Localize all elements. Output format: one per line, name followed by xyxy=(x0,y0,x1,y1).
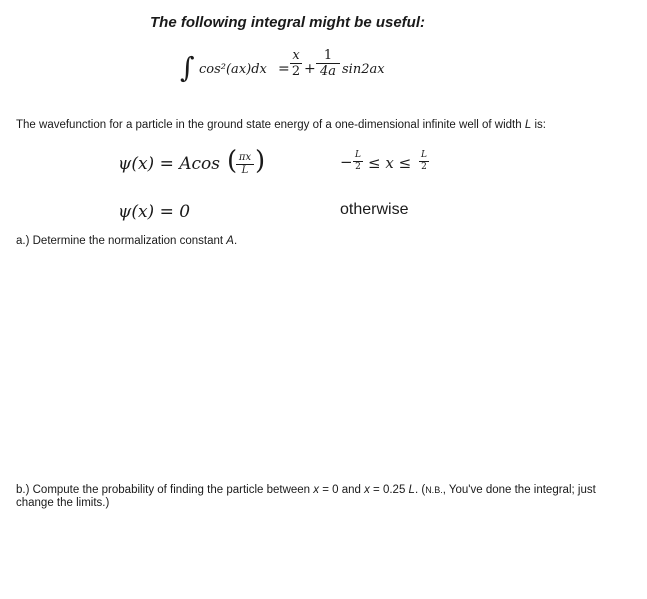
intro-text: The wavefunction for a particle in the ground state energy of a one-dimensional infinite well of width xyxy=(16,119,525,131)
numerator: x xyxy=(292,48,300,63)
question-a xyxy=(16,235,237,247)
question-b-text-5: , You've done the integral; just change the limits.) xyxy=(16,484,596,509)
constant-variable: A xyxy=(226,235,234,247)
equals-sign: = xyxy=(278,61,290,77)
integral-sign: ∫ xyxy=(180,51,195,84)
paren-open: ( xyxy=(227,146,238,176)
denominator: 2 xyxy=(355,162,361,172)
otherwise-label: otherwise xyxy=(340,201,409,218)
x-variable: x xyxy=(364,484,370,496)
numerator: πx xyxy=(238,152,252,163)
nb-label: N.B. xyxy=(425,485,443,495)
intro-suffix: is: xyxy=(531,119,546,131)
denominator: 2 xyxy=(421,162,427,172)
question-b-text-4: . ( xyxy=(414,484,426,496)
sine-term: sin2ax xyxy=(342,62,385,77)
psi-acos: ψ(x) = Acos xyxy=(118,154,220,174)
width-variable: L xyxy=(524,119,532,131)
question-b-text-2: = 0 and xyxy=(319,484,365,496)
fraction-L-over-2-left xyxy=(353,150,363,173)
inequality: ≤ x ≤ xyxy=(368,154,412,172)
paren-close: ) xyxy=(255,146,266,176)
wavefunction-intro xyxy=(16,119,546,131)
numerator: 1 xyxy=(323,48,333,63)
question-b-text-3: = 0.25 xyxy=(369,484,409,496)
fraction-pix-over-L xyxy=(236,152,254,177)
hint-heading: The following integral might be useful: xyxy=(150,14,425,31)
fraction-1-over-4a xyxy=(316,48,340,79)
fraction-L-over-2-right xyxy=(419,150,429,173)
fraction-x-over-2 xyxy=(290,48,302,79)
question-a-end: . xyxy=(233,235,238,247)
question-b xyxy=(16,484,636,510)
denominator: 4a xyxy=(319,64,337,79)
question-a-text: a.) Determine the normalization constant xyxy=(16,235,227,247)
question-b-text-1: b.) Compute the probability of finding the particle between xyxy=(16,484,314,496)
integrand: cos²(ax)dx xyxy=(199,62,267,77)
denominator: 2 xyxy=(291,64,301,79)
minus-sign: − xyxy=(340,153,353,171)
numerator: L xyxy=(355,150,361,160)
plus-sign: + xyxy=(304,61,316,77)
x-variable: x xyxy=(313,484,320,496)
numerator: L xyxy=(421,150,427,160)
denominator: L xyxy=(241,165,249,176)
width-variable: L xyxy=(408,484,415,496)
psi-zero: ψ(x) = 0 xyxy=(118,202,191,222)
